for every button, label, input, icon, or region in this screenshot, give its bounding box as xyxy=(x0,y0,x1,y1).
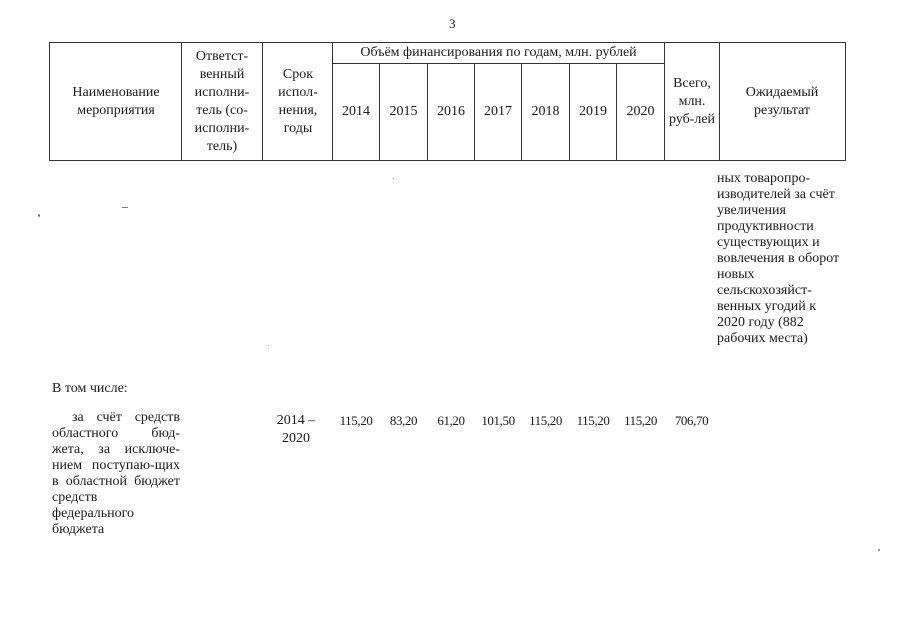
sub-row-total: 706,70 xyxy=(674,413,709,428)
scan-speck xyxy=(878,549,880,551)
including-label: В том числе: xyxy=(52,381,128,396)
sub-row-period: 2014 – 2020 xyxy=(276,413,316,446)
header-executor: Ответст-венный исполни-тель (со-исполни-тель) xyxy=(194,48,250,154)
header-name: Наименование мероприятия xyxy=(72,84,160,118)
header-year-2014: 2014 xyxy=(342,104,370,119)
sub-row-value-2019: 115,20 xyxy=(576,413,610,428)
header-year-2017: 2017 xyxy=(484,104,512,119)
scan-speck xyxy=(393,178,394,179)
scan-speck xyxy=(38,214,40,217)
scan-speck xyxy=(268,345,269,346)
header-result: Ожидаемый результат xyxy=(745,84,819,118)
header-year-2018: 2018 xyxy=(531,104,560,119)
sub-row-value-2016: 61,20 xyxy=(437,413,465,428)
sub-row-name: за счёт средств областного бюд-жета, за исключе-нием поступаю-щих в областной бюджет средств федерального бюджета xyxy=(52,410,180,537)
header-year-2020: 2020 xyxy=(626,104,655,119)
header-year-2015: 2015 xyxy=(389,104,418,119)
sub-row-value-2018: 115,20 xyxy=(529,413,562,428)
page-number: 3 xyxy=(449,16,456,31)
sub-row-value-2015: 83,20 xyxy=(389,413,418,428)
sub-row-value-2014: 115,20 xyxy=(339,413,373,428)
sub-row-value-2020: 115,20 xyxy=(624,413,657,428)
header-total: Всего, млн. руб-лей xyxy=(668,75,716,127)
header-year-2016: 2016 xyxy=(437,104,465,119)
header-year-2019: 2019 xyxy=(579,104,607,119)
header-period: Срок испол-нения, годы xyxy=(278,66,318,136)
sub-row-value-2017: 101,50 xyxy=(481,413,515,428)
header-financing: Объём финансирования по годам, млн. рублей xyxy=(360,45,637,60)
scan-speck xyxy=(122,207,128,208)
result-continuation: ных товаропро-изводителей за счёт увеличения продуктивности существующих и вовлечения в оборот новых сельскохозяйст-венных угодий к 2020 году (882 рабочих места) xyxy=(717,171,840,346)
